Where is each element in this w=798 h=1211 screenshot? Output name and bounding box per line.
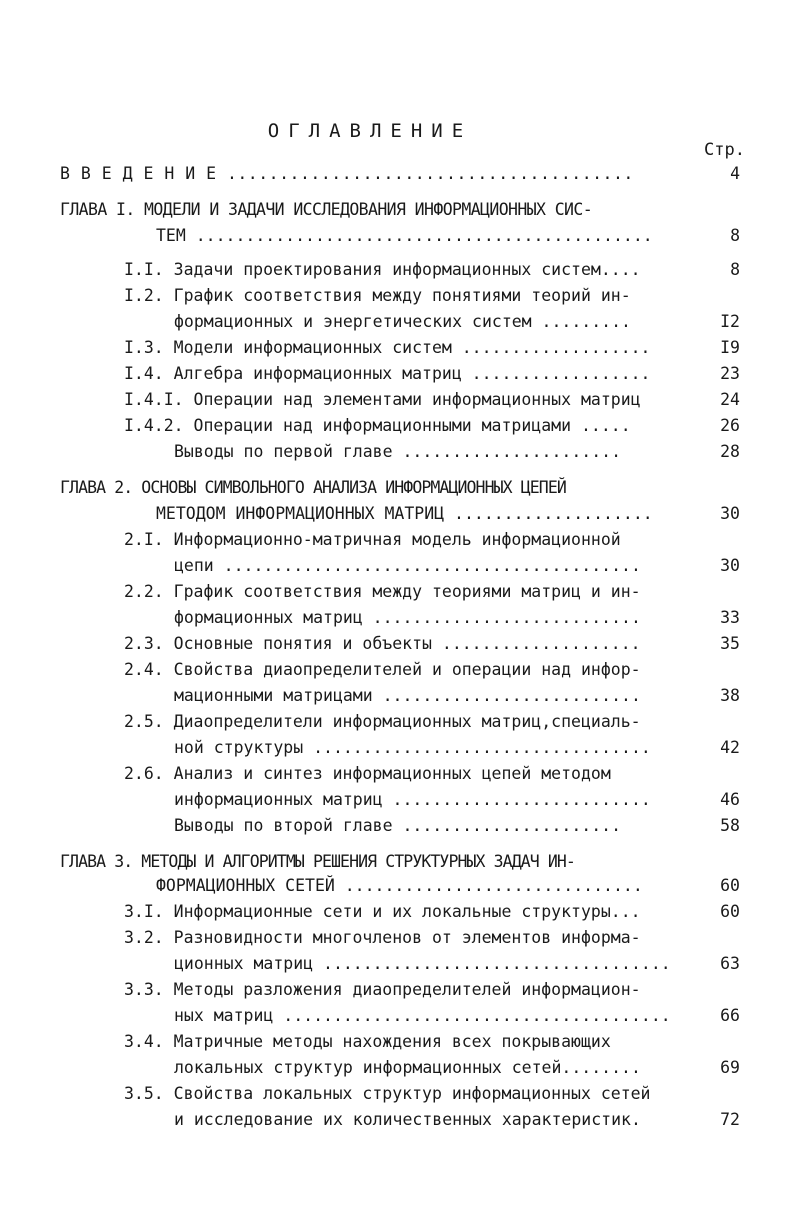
toc-line: МЕТОДОМ ИНФОРМАЦИОННЫХ МАТРИЦ ....................: [156, 504, 653, 523]
toc-line: 2.3. Основные понятия и объекты ....................: [124, 634, 641, 653]
toc-line: 2.6. Анализ и синтез информационных цепей методом: [124, 764, 611, 783]
toc-line-chapter-3: ГЛАВА 3. МЕТОДЫ И АЛГОРИТМЫ РЕШЕНИЯ СТРУКТУРНЫХ ЗАДАЧ ИН-: [60, 852, 575, 871]
toc-page-number: 58: [720, 816, 740, 835]
toc-line: Выводы по второй главе ......................: [174, 816, 622, 835]
toc-line: ционных матриц ...................................: [174, 954, 671, 973]
toc-line: I.2. График соответствия между понятиями теорий ин-: [124, 286, 631, 305]
toc-page-number: 28: [720, 442, 740, 461]
toc-page-number: 66: [720, 1006, 740, 1025]
toc-page-number: 33: [720, 608, 740, 627]
toc-page-number: 30: [720, 556, 740, 575]
toc-line: 3.4. Матричные методы нахождения всех покрывающих: [124, 1032, 611, 1051]
toc-line: I.4. Алгебра информационных матриц ..................: [124, 364, 651, 383]
toc-page-number: 69: [720, 1058, 740, 1077]
toc-line: 3.3. Методы разложения диаопределителей информацион-: [124, 980, 641, 999]
toc-line: 2.5. Диаопределители информационных матриц,специаль-: [124, 712, 641, 731]
toc-line: ных матриц .......................................: [174, 1006, 671, 1025]
toc-line: I.I. Задачи проектирования информационных систем....: [124, 260, 641, 279]
toc-line: и исследование их количественных характеристик.: [174, 1110, 641, 1129]
toc-line-introduction: В В Е Д Е Н И Е .......................................: [60, 164, 634, 183]
toc-page-number: 24: [720, 390, 740, 409]
toc-page-number: 38: [720, 686, 740, 705]
toc-line: 3.I. Информационные сети и их локальные структуры...: [124, 902, 641, 921]
toc-page-number: 42: [720, 738, 740, 757]
toc-line: 2.I. Информационно-матричная модель информационной: [124, 530, 621, 549]
toc-line: 2.4. Свойства диаопределителей и операции над инфор-: [124, 660, 641, 679]
toc-page-number: 8: [730, 226, 740, 245]
toc-page-number: 60: [720, 876, 740, 895]
toc-page-number: 8: [730, 260, 740, 279]
toc-page-number: 26: [720, 416, 740, 435]
toc-line: I.4.2. Операции над информационными матрицами .....: [124, 416, 631, 435]
toc-page-number: 63: [720, 954, 740, 973]
toc-line: ной структуры ..................................: [174, 738, 651, 757]
toc-line: локальных структур информационных сетей........: [174, 1058, 641, 1077]
toc-line: ФОРМАЦИОННЫХ СЕТЕЙ ..............................: [156, 876, 643, 895]
toc-page-number: 46: [720, 790, 740, 809]
toc-page-number: 72: [720, 1110, 740, 1129]
toc-page-number: 35: [720, 634, 740, 653]
toc-line: 3.5. Свойства локальных структур информационных сетей: [124, 1084, 651, 1103]
toc-line: 2.2. График соответствия между теориями матриц и ин-: [124, 582, 641, 601]
toc-page-number: I9: [720, 338, 740, 357]
toc-title: ОГЛАВЛЕНИЕ: [267, 120, 473, 142]
toc-page-number: 23: [720, 364, 740, 383]
toc-line-chapter-1: ГЛАВА I. МОДЕЛИ И ЗАДАЧИ ИССЛЕДОВАНИЯ ИНФОРМАЦИОННЫХ СИС-: [60, 200, 593, 219]
toc-line-chapter-2: ГЛАВА 2. ОСНОВЫ СИМВОЛЬНОГО АНАЛИЗА ИНФОРМАЦИОННЫХ ЦЕПЕЙ: [60, 478, 566, 497]
toc-line: I.4.I. Операции над элементами информационных матриц: [124, 390, 641, 409]
toc-page-number: I2: [720, 312, 740, 331]
page-column-label: Стр.: [704, 140, 745, 160]
toc-line: I.3. Модели информационных систем ...................: [124, 338, 651, 357]
toc-page-number: 30: [720, 504, 740, 523]
toc-line: Выводы по первой главе ......................: [174, 442, 622, 461]
toc-line: мационными матрицами ..........................: [174, 686, 641, 705]
toc-line: 3.2. Разновидности многочленов от элементов информа-: [124, 928, 641, 947]
toc-page-number: 60: [720, 902, 740, 921]
toc-page-number: 4: [730, 164, 740, 183]
toc-line: информационных матриц ..........................: [174, 790, 651, 809]
toc-line: ТЕМ ..............................................: [156, 226, 653, 245]
toc-line: формационных и энергетических систем .........: [174, 312, 631, 331]
toc-line: формационных матриц ...........................: [174, 608, 641, 627]
toc-line: цепи ..........................................: [174, 556, 641, 575]
